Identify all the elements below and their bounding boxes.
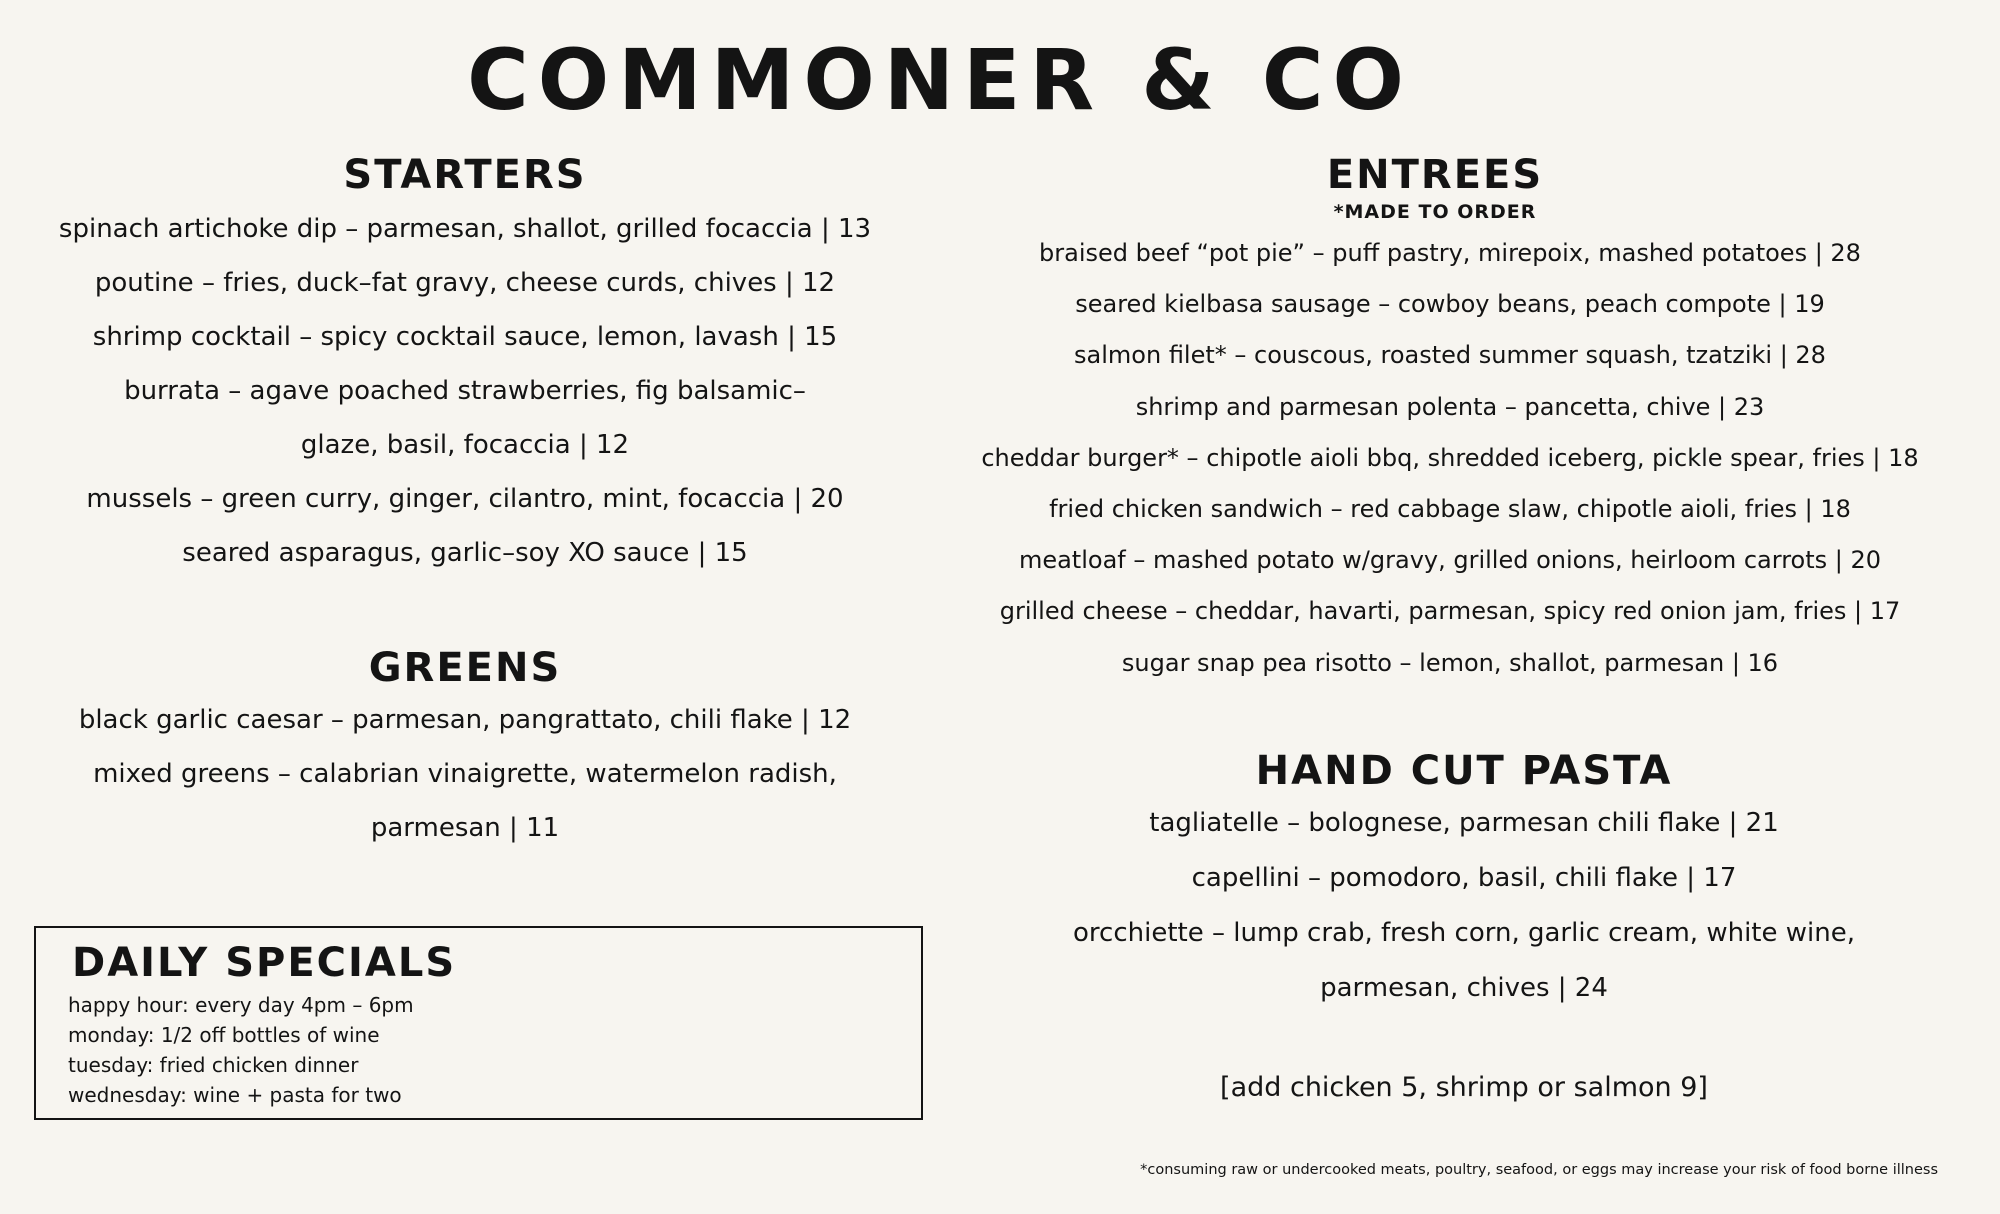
special-item: tuesday: fried chicken dinner <box>68 1053 359 1077</box>
greens-section <box>30 643 900 855</box>
menu-item: mussels – green curry, ginger, cilantro, mint, focaccia | 20 <box>86 484 844 514</box>
restaurant-name: COMMONER & CO <box>467 31 1413 129</box>
starters-list <box>30 202 900 580</box>
menu-item: grilled cheese – cheddar, havarti, parmesan, spicy red onion jam, fries | 17 <box>999 597 1901 626</box>
made-to-order-note: *MADE TO ORDER <box>1333 201 1537 223</box>
menu-item: spinach artichoke dip – parmesan, shallot, grilled focaccia | 13 <box>58 214 872 244</box>
daily-specials-box <box>34 926 923 1120</box>
menu-item: parmesan | 11 <box>370 813 560 843</box>
menu-item: shrimp and parmesan polenta – pancetta, chive | 23 <box>1135 392 1765 421</box>
special-item: monday: 1/2 off bottles of wine <box>68 1023 380 1047</box>
pasta-section <box>964 746 1964 1108</box>
special-item: wednesday: wine + pasta for two <box>68 1083 402 1107</box>
menu-item: tagliatelle – bolognese, parmesan chili flake | 21 <box>1149 808 1779 838</box>
pasta-heading: HAND CUT PASTA <box>1255 748 1673 794</box>
menu-item: orcchiette – lump crab, fresh corn, garlic cream, white wine, <box>1073 918 1855 948</box>
specials-list <box>68 990 414 1110</box>
starters-section <box>30 150 900 580</box>
pasta-addon-note: [add chicken 5, shrimp or salmon 9] <box>1220 1072 1708 1103</box>
starters-heading: STARTERS <box>343 152 587 198</box>
food-safety-disclaimer: *consuming raw or undercooked meats, poultry, seafood, or eggs may increase your risk of food borne illness <box>1140 1162 1938 1178</box>
menu-item: poutine – fries, duck–fat gravy, cheese curds, chives | 12 <box>94 268 836 298</box>
menu-item: cheddar burger* – chipotle aioli bbq, shredded iceberg, pickle spear, fries | 18 <box>981 443 1919 472</box>
menu-item: mixed greens – calabrian vinaigrette, watermelon radish, <box>93 759 837 789</box>
greens-list <box>30 693 900 855</box>
menu-item: glaze, basil, focaccia | 12 <box>300 430 630 460</box>
menu-item: capellini – pomodoro, basil, chili flake | 17 <box>1191 863 1737 893</box>
special-item: happy hour: every day 4pm – 6pm <box>68 993 414 1017</box>
menu-item: meatloaf – mashed potato w/gravy, grilled onions, heirloom carrots | 20 <box>1018 546 1882 575</box>
specials-heading: DAILY SPECIALS <box>72 940 457 986</box>
pasta-list <box>964 796 1964 1016</box>
menu-item: seared asparagus, garlic–soy XO sauce | 15 <box>182 538 748 568</box>
menu-item: seared kielbasa sausage – cowboy beans, peach compote | 19 <box>1075 290 1825 319</box>
greens-heading: GREENS <box>368 645 562 691</box>
menu-item: braised beef “pot pie” – puff pastry, mirepoix, mashed potatoes | 28 <box>1039 239 1861 267</box>
menu-item: black garlic caesar – parmesan, pangrattato, chili flake | 12 <box>78 705 852 735</box>
entrees-heading: ENTREES <box>1326 152 1544 198</box>
menu-item: parmesan, chives | 24 <box>1320 973 1608 1003</box>
entrees-section <box>950 150 1950 689</box>
menu-item: shrimp cocktail – spicy cocktail sauce, lemon, lavash | 15 <box>92 322 838 352</box>
menu-item: sugar snap pea risotto – lemon, shallot, parmesan | 16 <box>1121 648 1779 677</box>
menu-item: fried chicken sandwich – red cabbage slaw, chipotle aioli, fries | 18 <box>1049 495 1851 524</box>
menu-item: salmon filet* – couscous, roasted summer squash, tzatziki | 28 <box>1074 341 1826 370</box>
entrees-list <box>950 228 1950 689</box>
menu-item: burrata – agave poached strawberries, fig balsamic– <box>124 376 806 406</box>
